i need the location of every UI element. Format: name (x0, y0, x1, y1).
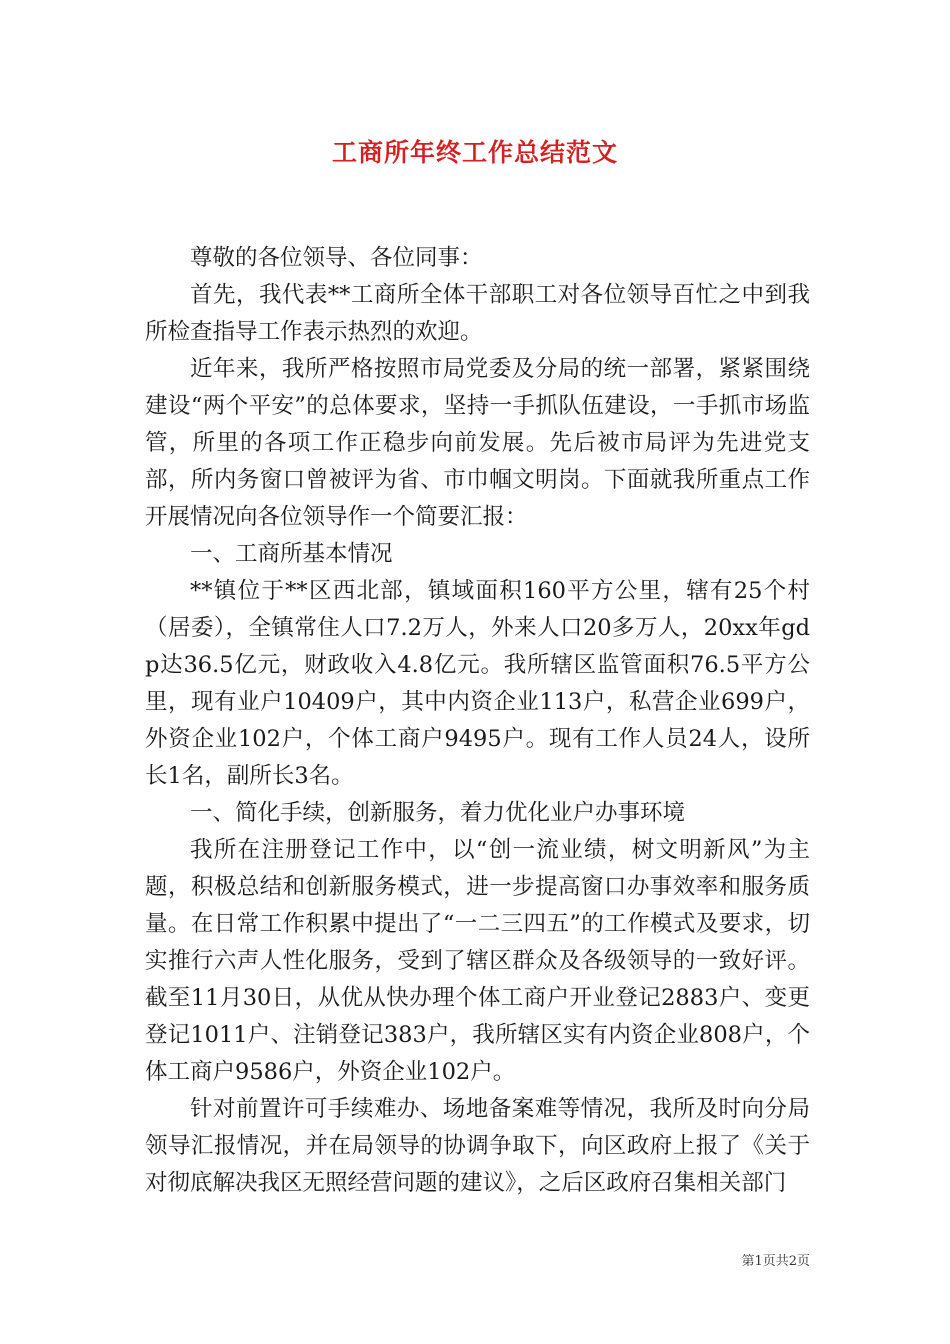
paragraph-permits: 针对前置许可手续难办、场地备案难等情况，我所及时向分局领导汇报情况，并在局领导的协调争取下，向区政府上报了《关于对彻底解决我区无照经营问题的建议》，之后区政府召集相关部门 (145, 1096, 810, 1196)
page-number: 第1页共2页 (741, 1254, 810, 1269)
paragraph-welcome: 首先，我代表**工商所全体干部职工对各位领导百忙之中到我所检查指导工作表示热烈的欢迎。 (145, 282, 810, 345)
paragraph-greeting: 尊敬的各位领导、各位同事： (190, 245, 483, 271)
paragraph-basic-info: **镇位于**区西北部，镇域面积160平方公里，辖有25个村（居委），全镇常住人口7.2万人，外来人口20多万人，20xx年gdp达36.5亿元，财政收入4.8亿元。我所辖区监管面积76.5平方公里，现有业户10409户，其中内资企业113户，私营企业699户，外资企业102户，个体工商户9495户。现有工作人员24人，设所长1名，副所长3名。 (145, 578, 810, 789)
paragraph-registration: 我所在注册登记工作中，以“创一流业绩，树文明新风”为主题，积极总结和创新服务模式，进一步提高窗口办事效率和服务质量。在日常工作积累中提出了“一二三四五”的工作模式及要求，切实推行六声人性化服务，受到了辖区群众及各级领导的一致好评。截至11月30日，从优从快办理个体工商户开业登记2883户、变更登记1011户、注销登记383户，我所辖区实有内资企业808户，个体工商户9586户，外资企业102户。 (145, 837, 810, 1085)
section-heading-basic-info: 一、工商所基本情况 (190, 541, 393, 567)
paragraph-overview: 近年来，我所严格按照市局党委及分局的统一部署，紧紧围绕建设“两个平安”的总体要求，坚持一手抓队伍建设，一手抓市场监管，所里的各项工作正稳步向前发展。先后被市局评为先进党支部，所内务窗口曾被评为省、市巾帼文明岗。下面就我所重点工作开展情况向各位领导作一个简要汇报： (145, 356, 810, 530)
document-body (145, 240, 810, 1202)
document-title: 工商所年终工作总结范文 (331, 138, 618, 167)
section-heading-services: 一、简化手续，创新服务，着力优化业户办事环境 (190, 800, 686, 826)
